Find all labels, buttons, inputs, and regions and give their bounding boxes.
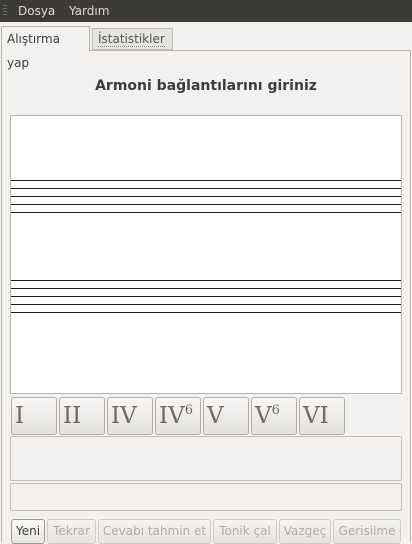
bass-staff-line-2 <box>11 288 401 289</box>
menu-help[interactable]: Yardım <box>69 4 110 18</box>
treble-staff-line-3 <box>11 196 401 197</box>
treble-staff-line-2 <box>11 188 401 189</box>
new-button[interactable]: Yeni <box>11 519 45 544</box>
treble-staff-line-5 <box>11 212 401 213</box>
chord-numeral: V <box>255 403 272 429</box>
give-up-button[interactable]: Vazgeç <box>279 519 331 544</box>
chord-button-v[interactable] <box>203 397 249 435</box>
backspace-button[interactable]: Gerisilme <box>333 519 401 544</box>
bass-staff-line-3 <box>11 296 401 297</box>
chord-button-vi[interactable] <box>299 397 345 435</box>
grip-handle-icon[interactable] <box>3 5 7 17</box>
repeat-button[interactable]: Tekrar <box>47 519 96 544</box>
treble-staff-line-4 <box>11 204 401 205</box>
chord-numeral: I <box>15 403 25 429</box>
chord-inversion: 6 <box>271 403 280 418</box>
chord-button-iv[interactable] <box>107 397 153 435</box>
bass-staff-line-4 <box>11 304 401 305</box>
tab-practice[interactable]: Alıştırma yap <box>1 26 90 51</box>
chord-inversion: 6 <box>184 403 193 418</box>
guess-answer-button[interactable]: Cevabı tahmin et <box>98 519 211 544</box>
answer-display-box <box>10 436 402 481</box>
menu-file[interactable]: Dosya <box>18 4 56 18</box>
tab-statistics-label: İstatistikler <box>98 32 165 46</box>
treble-staff-line-1 <box>11 180 401 181</box>
bass-staff-line-1 <box>11 280 401 281</box>
status-box <box>10 483 402 511</box>
bass-staff-line-5 <box>11 312 401 313</box>
chord-button-v6[interactable] <box>251 397 297 435</box>
exercise-title: Armoni bağlantılarını giriniz <box>95 78 317 94</box>
chord-button-ii[interactable] <box>59 397 105 435</box>
music-staff-display <box>10 115 402 394</box>
chord-numeral: IV <box>159 403 185 429</box>
chord-numeral: II <box>63 403 82 429</box>
chord-numeral: V <box>207 403 224 429</box>
chord-button-i[interactable] <box>11 397 57 435</box>
menu-bar <box>0 0 412 22</box>
chord-button-iv6[interactable] <box>155 397 201 435</box>
tab-statistics[interactable] <box>92 28 173 50</box>
play-tonic-button[interactable]: Tonik çal <box>213 519 277 544</box>
chord-numeral: IV <box>111 403 137 429</box>
chord-numeral: VI <box>303 403 329 429</box>
